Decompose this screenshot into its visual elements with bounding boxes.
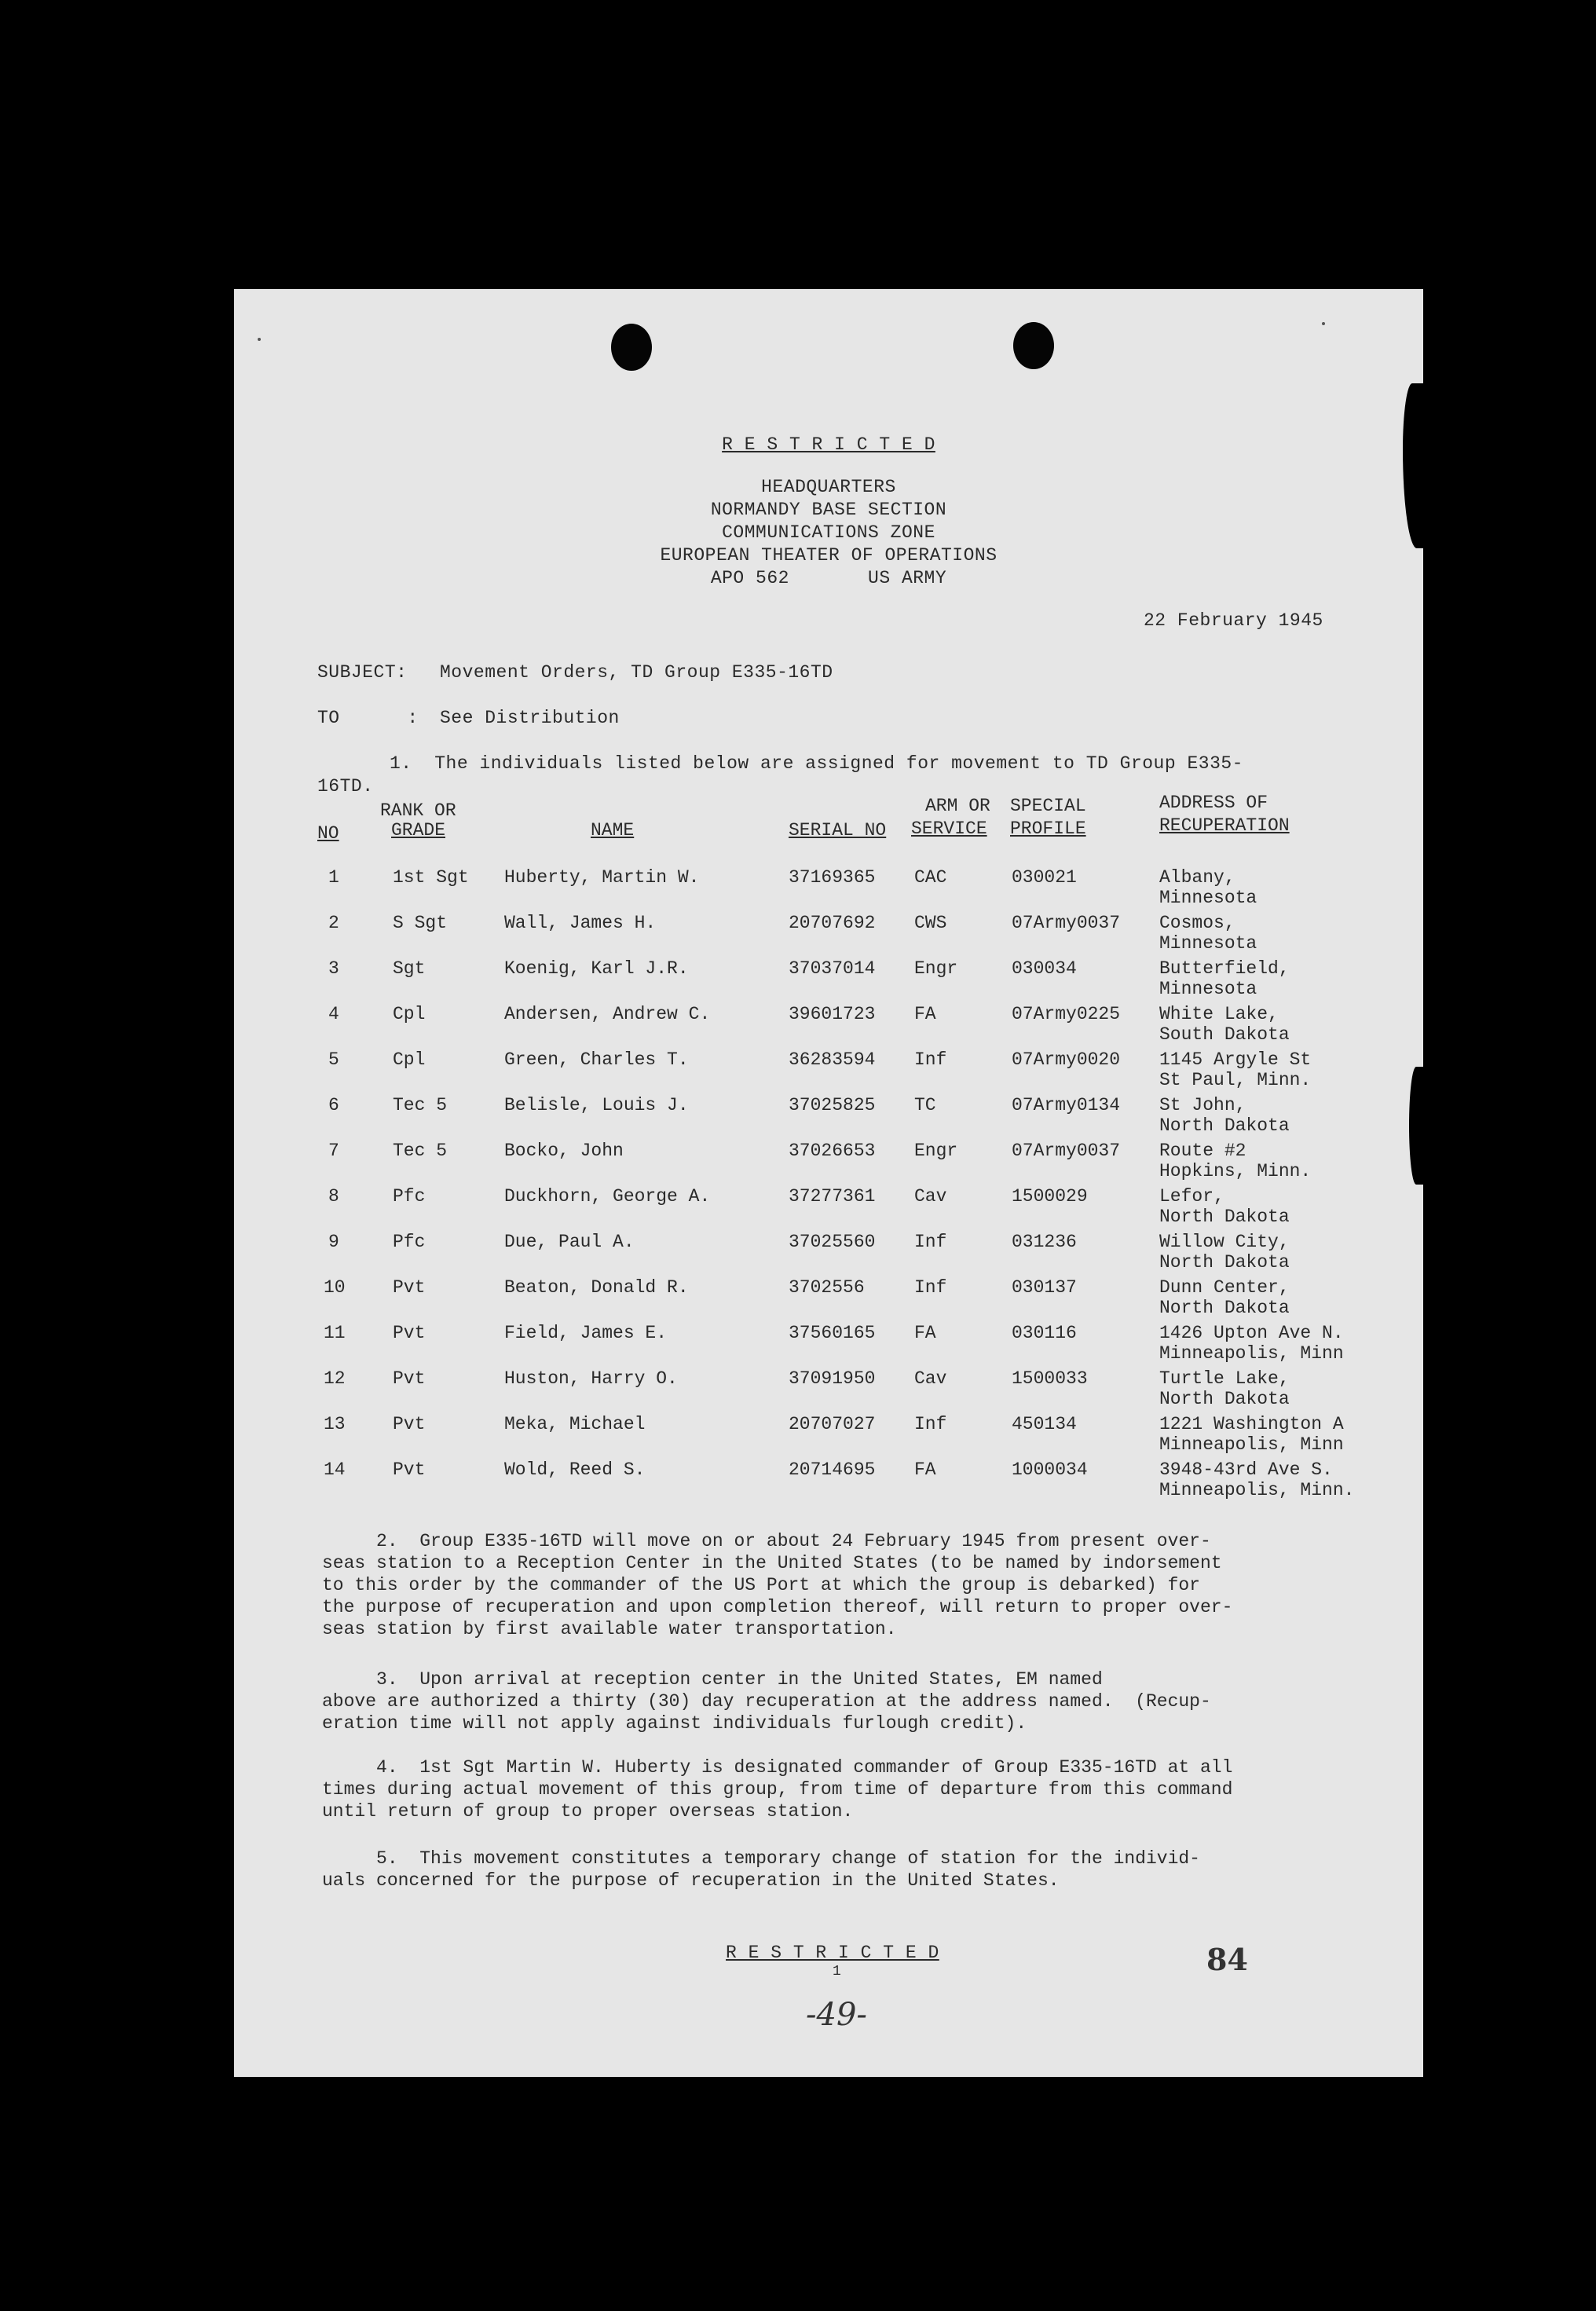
speck (258, 338, 261, 341)
col-rank-header: GRADE (391, 820, 446, 841)
col-name-header: NAME (591, 820, 635, 841)
col-no-header: NO (317, 823, 339, 844)
table-row: 3 Sgt Koenig, Karl J.R. 37037014 Engr 030034 Butterfield, Minnesota (328, 958, 1290, 999)
table-row: 9 Pfc Due, Paul A. 37025560 Inf 031236 Willow City, North Dakota (328, 1232, 1290, 1273)
table-row: 4 Cpl Andersen, Andrew C. 39601723 FA 07Army0225 White Lake, South Dakota (328, 1004, 1290, 1045)
classification-top: R E S T R I C T E D (722, 434, 935, 455)
col-spec-header: PROFILE (1010, 819, 1086, 839)
table-row: 14 Pvt Wold, Reed S. 20714695 FA 1000034 3948-43rd Ave S. Minneapolis, Minn. (324, 1459, 1355, 1500)
table-row: 2 S Sgt Wall, James H. 20707692 CWS 07Army0037 Cosmos, Minnesota (328, 913, 1257, 954)
typed-page-number: 1 (833, 1964, 842, 1980)
table-row: 11 Pvt Field, James E. 37560165 FA 030116 1426 Upton Ave N. Minneapolis, Minn (324, 1323, 1344, 1364)
classification-bottom: R E S T R I C T E D (726, 1943, 939, 1963)
paragraph-2: 2. Group E335-16TD will move on or about 24 February 1945 from present over- seas station to a Reception Center in the United States (to be named by indorsement to this order by the commander of the US Port at which the group is debarked) for the purpose of recuperation and upon completion thereof, will return to proper over- seas station by first available water transportation. (322, 1531, 1233, 1639)
header-line-2: NORMANDY BASE SECTION (710, 500, 947, 520)
header-line-5: APO 562 US ARMY (710, 568, 947, 588)
paragraph-1: 1. The individuals listed below are assigned for movement to TD Group E335- (390, 753, 1243, 774)
table-row: 5 Cpl Green, Charles T. 36283594 Inf 07Army0020 1145 Argyle St St Paul, Minn. (328, 1049, 1312, 1090)
header-line-4: EUROPEAN THEATER OF OPERATIONS (660, 545, 998, 566)
col-addr-top: ADDRESS OF (1159, 793, 1268, 813)
punch-hole-right (1013, 322, 1054, 369)
to-value: See Distribution (440, 708, 620, 728)
stamped-page-number: 84 (1206, 1942, 1248, 1977)
document-date: 22 February 1945 (1144, 610, 1323, 631)
subject-value: Movement Orders, TD Group E335-16TD (440, 662, 833, 683)
table-row: 8 Pfc Duckhorn, George A. 37277361 Cav 1500029 Lefor, North Dakota (328, 1186, 1290, 1227)
table-row: 12 Pvt Huston, Harry O. 37091950 Cav 1500033 Turtle Lake, North Dakota (324, 1368, 1290, 1409)
col-spec-top: SPECIAL (1010, 796, 1086, 816)
table-row: 1 1st Sgt Huberty, Martin W. 37169365 CAC 030021 Albany, Minnesota (328, 867, 1257, 908)
paragraph-5: 5. This movement constitutes a temporary change of station for the individ- uals concerned for the purpose of recuperation in the United States. (322, 1848, 1200, 1891)
col-rank-top: RANK OR (380, 800, 456, 821)
table-row: 6 Tec 5 Belisle, Louis J. 37025825 TC 07Army0134 St John, North Dakota (328, 1095, 1290, 1136)
to-label: TO : (317, 708, 419, 728)
paragraph-3: 3. Upon arrival at reception center in the United States, EM named above are authorized a thirty (30) day recuperation at the address named. (Recup- eration time will not apply against individuals furlough credit). (322, 1669, 1211, 1734)
header-line-3: COMMUNICATIONS ZONE (722, 522, 935, 543)
table-row: 13 Pvt Meka, Michael 20707027 Inf 450134 1221 Washington A Minneapolis, Minn (324, 1414, 1344, 1455)
paragraph-4: 4. 1st Sgt Martin W. Huberty is designated commander of Group E335-16TD at all times during actual movement of this group, from time of departure from this command until return of group to proper overseas station. (322, 1757, 1233, 1822)
header-line-1: HEADQUARTERS (761, 477, 896, 497)
table-row: 10 Pvt Beaton, Donald R. 3702556 Inf 030137 Dunn Center, North Dakota (324, 1277, 1290, 1318)
handwritten-page-number: -49- (806, 1997, 867, 2033)
subject-label: SUBJECT: (317, 662, 408, 683)
paragraph-1-continued: 16TD. (317, 776, 374, 797)
table-row: 7 Tec 5 Bocko, John 37026653 Engr 07Army0037 Route #2 Hopkins, Minn. (328, 1141, 1312, 1181)
document-page (234, 289, 1423, 2077)
punch-hole-left (611, 324, 652, 371)
speck (1322, 322, 1325, 325)
col-serial-header: SERIAL NO (789, 820, 887, 841)
col-arm-header: SERVICE (911, 819, 987, 839)
col-addr-header: RECUPERATION (1159, 815, 1290, 836)
col-arm-top: ARM OR (925, 796, 990, 816)
